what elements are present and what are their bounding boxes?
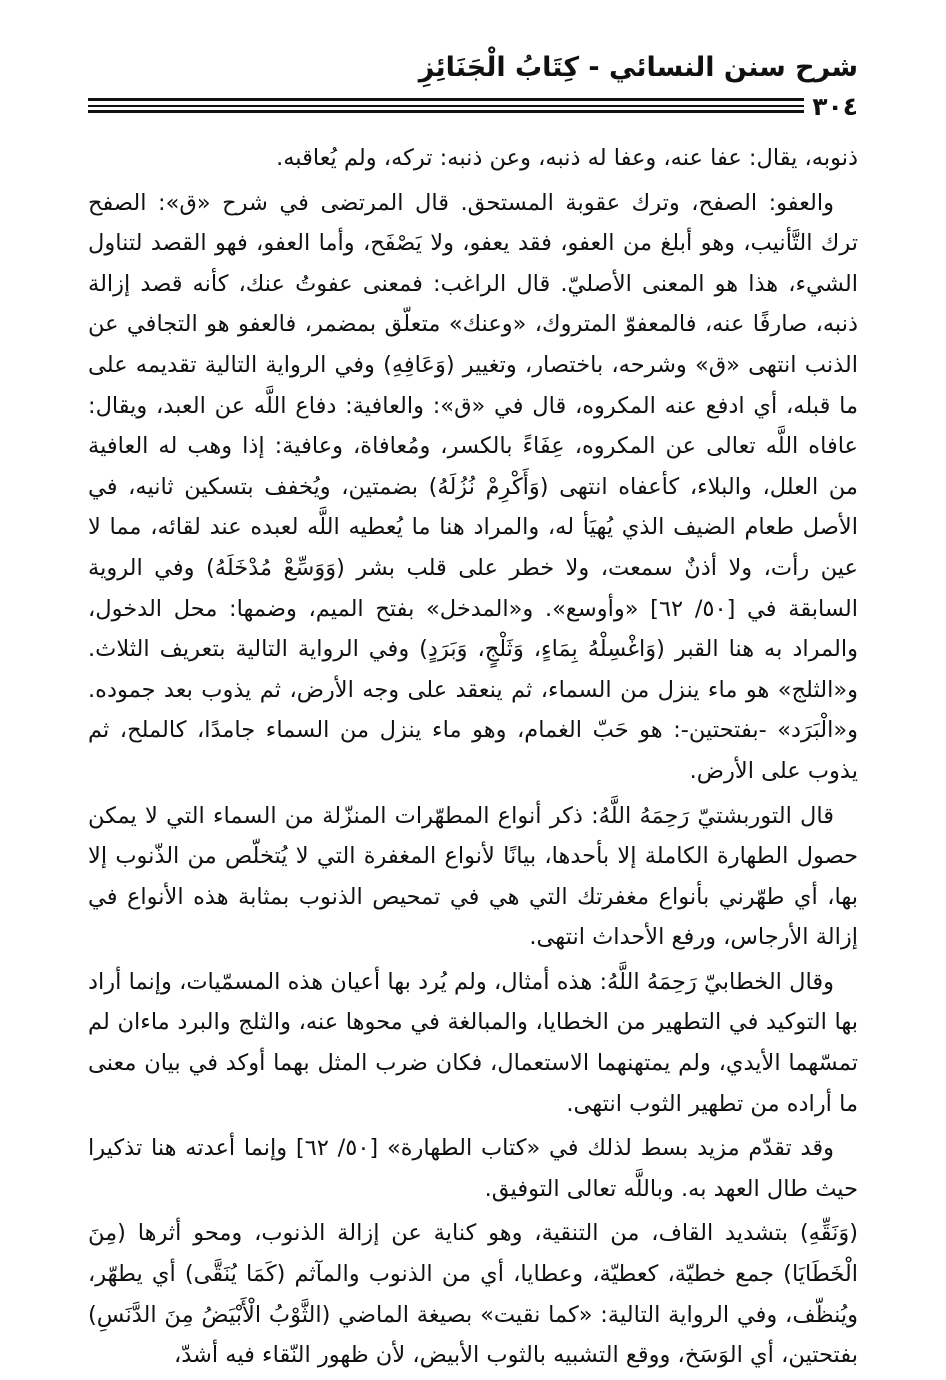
header-rule-thin bbox=[88, 105, 858, 107]
header-rule-thick-lower bbox=[88, 110, 858, 113]
running-title: شرح سنن النسائي - كِتَابُ الْجَنَائِزِ bbox=[418, 52, 858, 83]
header-rule-thick bbox=[88, 98, 858, 101]
page-header bbox=[88, 52, 858, 122]
paragraph: ذنوبه، يقال: عفا عنه، وعفا له ذنبه، وعن ذنبه: تركه، ولم يُعاقبه. bbox=[276, 145, 858, 171]
paragraph: وقال الخطابيّ رَحِمَهُ اللَّهُ: هذه أمثال، ولم يُرد بها أعيان هذه المسمّيات، وإنما أراد بها التوكيد في التطهير من الخطايا، والمبالغة في محوها عنه، والثلج والبرد ماءان لم تمسّهما الأيدي، ولم يمتهنهما الاستعمال، فكان ضرب المثل بهما أوكد في بيان معنى ما أراده من تطهير الثوب انتهى. bbox=[88, 968, 858, 1117]
body-text bbox=[88, 138, 858, 1380]
paragraph: قال التوربشتيّ رَحِمَهُ اللَّهُ: ذكر أنواع المطهّرات المنزّلة من السماء التي لا يمكن حصول الطهارة الكاملة إلا بأحدها، بيانًا لأنواع المغفرة التي لا يُتخلّص من الذّنوب إلا بها، أي طهّرني بأنواع مغفرتك التي هي في تمحيص الذنوب بمثابة هذه الأنواع في إزالة الأرجاس، ورفع الأحداث انتهى. bbox=[88, 802, 858, 951]
paragraph: والعفو: الصفح، وترك عقوبة المستحق. قال المرتضى في شرح «ق»: الصفح ترك التَّأنيب، وهو أبلغ من العفو، فقد يعفو، ولا يَصْفَح، وأما العفو، فهو القصد لتناول الشيء، هذا هو المعنى الأصليّ. قال الراغب: فمعنى عفوتُ عنك، كأنه قصد إزالة ذنبه، صارفًا عنه، فالمعفوّ المتروك، «وعنك» متعلّق بمضمر، فالعفو هو التجافي عن الذنب انتهى «ق» وشرحه، باختصار، وتغيير (وَعَافِهِ) وفي الرواية التالية تقديمه على ما قبله، أي ادفع عنه المكروه، قال في «ق»: والعافية: دفاع اللَّه عن العبد، ويقال: عافاه اللَّه تعالى عن المكروه، عِفَاءً بالكسر، ومُعافاة، وعافية: إذا وهب له العافية من العلل، والبلاء، كأعفاه انتهى (وَأَكْرِمْ نُزُلَهُ) بضمتين، ويُخفف بتسكين ثانيه، في الأصل طعام الضيف الذي يُهيَأ له، والمراد هنا ما يُعطيه اللَّه لعبده عند لقائه، مما لا عين رأت، ولا أذنٌ سمعت، ولا خطر على قلب بشر (وَوَسِّعْ مُدْخَلَهُ) وفي الروية السابقة في [٥٠/ ٦٢] «وأوسع». و«المدخل» بفتح الميم، وضمها: محل الدخول، والمراد به هنا القبر (وَاغْسِلْهُ بِمَاءٍ، وَثَلْجٍ، وَبَرَدٍ) وفي الرواية التالية بتعريف الثلاث. و«الثلج» هو ماء ينزل من السماء، ثم ينعقد على وجه الأرض، ثم يذوب بعد جموده. و«الْبَرَد» -بفتحتين-: هو حَبّ الغمام، وهو ماء ينزل من السماء جامدًا، كالملح، ثم يذوب على الأرض. bbox=[88, 189, 858, 784]
paragraph: وقد تقدّم مزيد بسط لذلك في «كتاب الطهارة» [٥٠/ ٦٢] وإنما أعدته هنا تذكيرا حيث طال العهد به. وباللَّه تعالى التوفيق. bbox=[88, 1135, 858, 1202]
page-number: ٣٠٤ bbox=[804, 92, 858, 121]
paragraph: (وَنَقِّهِ) بتشديد القاف، من التنقية، وهو كناية عن إزالة الذنوب، ومحو أثرها (مِنَ الْخَطَايَا) جمع خطيّة، كعطيّة، وعطايا، أي من الذنوب والمآثم (كَمَا يُنَقَّى) أي يطهّر، ويُنظّف، وفي الرواية التالية: «كما نقيت» بصيغة الماضي (الثَّوْبُ الْأَبْيَضُ مِنَ الدَّنَسِ) بفتحتين، أي الوَسَخ، ووقع التشبيه بالثوب الأبيض، لأن ظهور النّقاء فيه أشدّ، bbox=[88, 1220, 858, 1369]
